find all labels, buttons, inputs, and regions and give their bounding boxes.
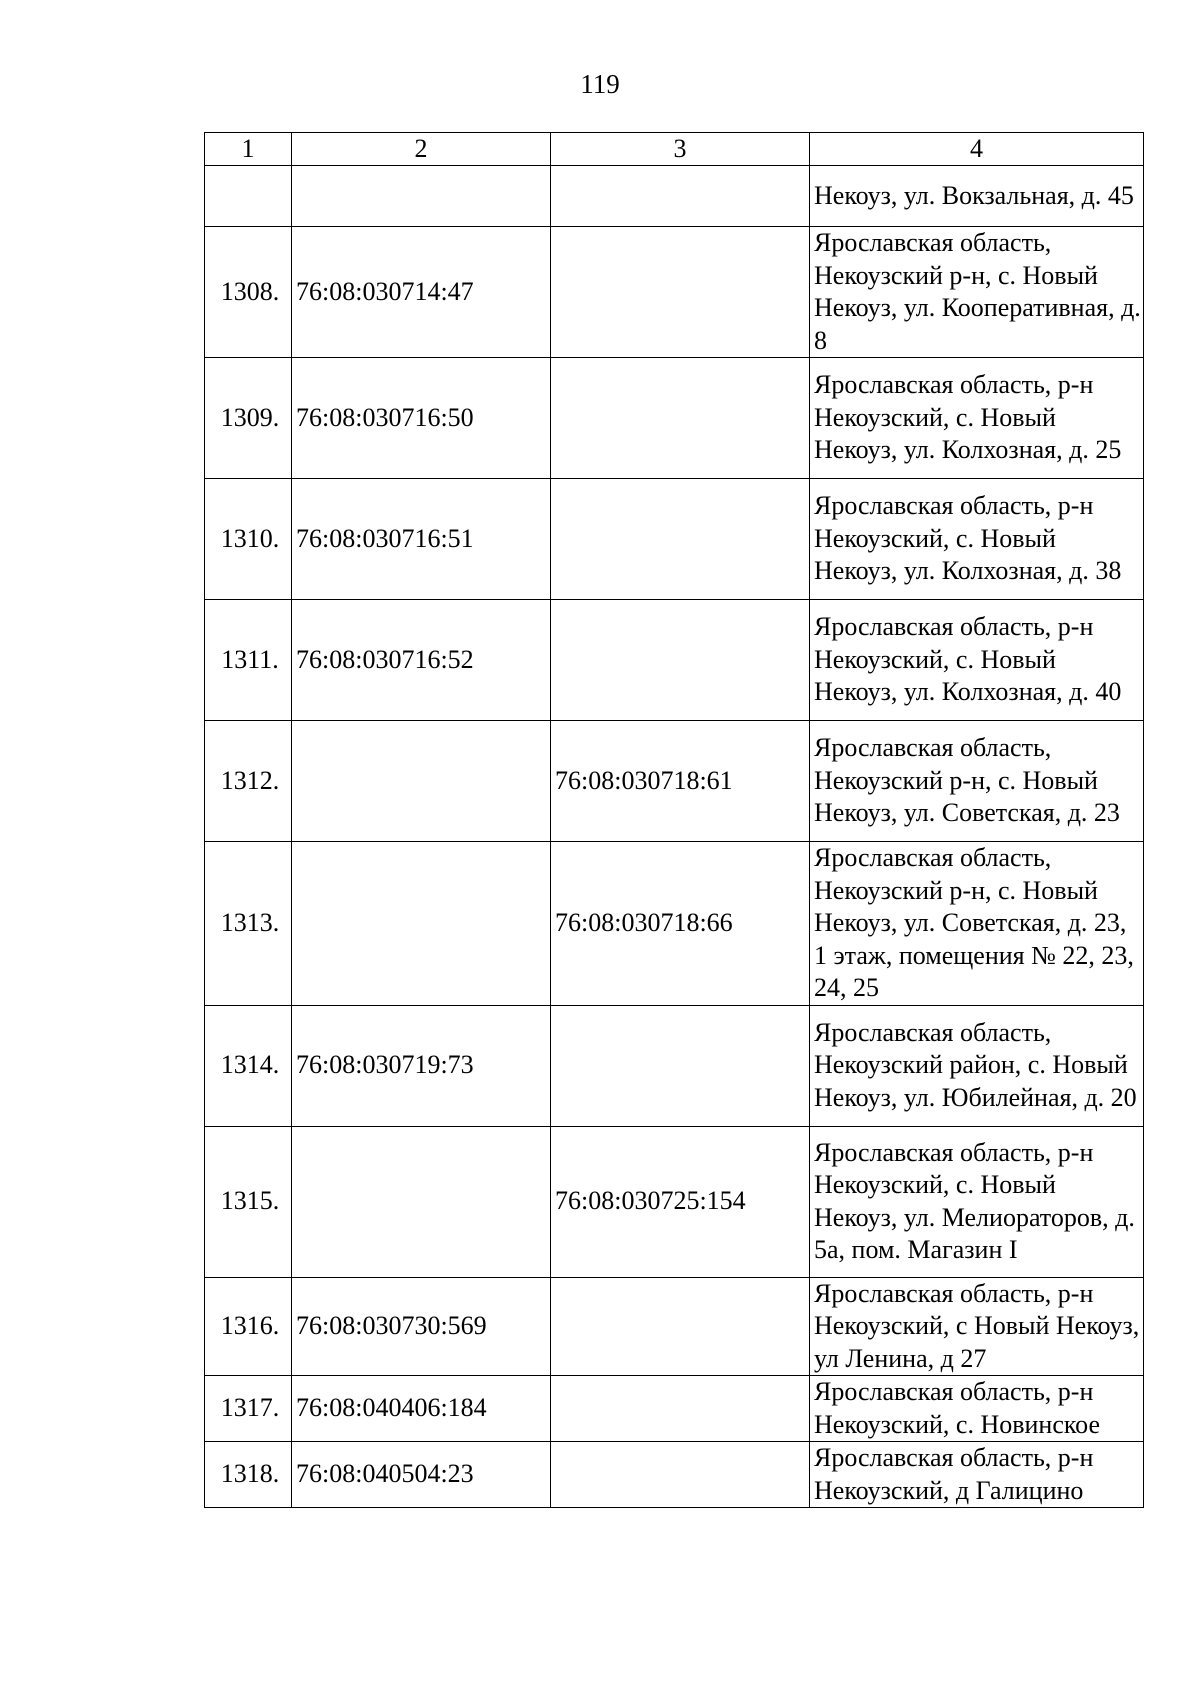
row-number-cell: 1312. — [205, 721, 292, 842]
column-2-cell — [292, 166, 551, 227]
table-row — [205, 227, 1144, 358]
row-number-cell: 1315. — [205, 1126, 292, 1277]
column-3-cell: 76:08:030725:154 — [551, 1126, 810, 1277]
row-number-cell: 1310. — [205, 479, 292, 600]
address-cell: Ярославская область, р-н Некоузский, д Галицино — [810, 1442, 1144, 1508]
address-cell: Ярославская область, Некоузский р-н, с. Новый Некоуз, ул. Кооперативная, д. 8 — [810, 227, 1144, 358]
column-3-cell — [551, 1005, 810, 1126]
address-cell: Ярославская область, р-н Некоузский, с Новый Некоуз, ул Ленина, д 27 — [810, 1277, 1144, 1376]
column-2-cell: 76:08:030730:569 — [292, 1277, 551, 1376]
column-header: 1 — [205, 133, 292, 166]
column-3-cell: 76:08:030718:66 — [551, 842, 810, 1006]
column-3-cell — [551, 1376, 810, 1442]
table-row — [205, 842, 1144, 1006]
row-number-cell: 1314. — [205, 1005, 292, 1126]
table-row — [205, 1442, 1144, 1508]
row-number-cell: 1318. — [205, 1442, 292, 1508]
column-header: 2 — [292, 133, 551, 166]
column-2-cell — [292, 842, 551, 1006]
table-header-row — [205, 133, 1144, 166]
address-cell: Ярославская область, р-н Некоузский, с. Новый Некоуз, ул. Мелиораторов, д. 5а, пом. Магазин I — [810, 1126, 1144, 1277]
table-row — [205, 358, 1144, 479]
table-row — [205, 1005, 1144, 1126]
address-cell: Ярославская область, Некоузский р-н, с. Новый Некоуз, ул. Советская, д. 23 — [810, 721, 1144, 842]
column-2-cell: 76:08:030716:52 — [292, 600, 551, 721]
row-number-cell: 1309. — [205, 358, 292, 479]
table-row — [205, 721, 1144, 842]
page-number: 119 — [580, 69, 620, 99]
table-row — [205, 1376, 1144, 1442]
table-row — [205, 600, 1144, 721]
column-2-cell: 76:08:030714:47 — [292, 227, 551, 358]
column-2-cell: 76:08:030719:73 — [292, 1005, 551, 1126]
column-3-cell — [551, 600, 810, 721]
column-3-cell: 76:08:030718:61 — [551, 721, 810, 842]
column-2-cell: 76:08:040406:184 — [292, 1376, 551, 1442]
column-2-cell: 76:08:040504:23 — [292, 1442, 551, 1508]
registry-table — [204, 132, 1144, 1508]
column-3-cell — [551, 479, 810, 600]
row-number-cell: 1316. — [205, 1277, 292, 1376]
row-number-cell: 1313. — [205, 842, 292, 1006]
column-2-cell — [292, 1126, 551, 1277]
address-cell: Ярославская область, р-н Некоузский, с. Новый Некоуз, ул. Колхозная, д. 25 — [810, 358, 1144, 479]
column-3-cell — [551, 358, 810, 479]
row-number-cell: 1308. — [205, 227, 292, 358]
table-row — [205, 1126, 1144, 1277]
column-2-cell: 76:08:030716:50 — [292, 358, 551, 479]
column-2-cell: 76:08:030716:51 — [292, 479, 551, 600]
column-3-cell — [551, 166, 810, 227]
address-cell: Ярославская область, р-н Некоузский, с. Новинское — [810, 1376, 1144, 1442]
row-number-cell — [205, 166, 292, 227]
address-cell: Ярославская область, р-н Некоузский, с. Новый Некоуз, ул. Колхозная, д. 38 — [810, 479, 1144, 600]
column-header: 3 — [551, 133, 810, 166]
column-3-cell — [551, 1277, 810, 1376]
address-cell: Некоуз, ул. Вокзальная, д. 45 — [810, 166, 1144, 227]
table-row — [205, 166, 1144, 227]
table-row — [205, 1277, 1144, 1376]
column-2-cell — [292, 721, 551, 842]
row-number-cell: 1317. — [205, 1376, 292, 1442]
address-cell: Ярославская область, р-н Некоузский, с. Новый Некоуз, ул. Колхозная, д. 40 — [810, 600, 1144, 721]
table-row — [205, 479, 1144, 600]
address-cell: Ярославская область, Некоузский район, с. Новый Некоуз, ул. Юбилейная, д. 20 — [810, 1005, 1144, 1126]
column-header: 4 — [810, 133, 1144, 166]
column-3-cell — [551, 227, 810, 358]
address-cell: Ярославская область, Некоузский р-н, с. Новый Некоуз, ул. Советская, д. 23, 1 этаж, помещения № 22, 23, 24, 25 — [810, 842, 1144, 1006]
row-number-cell: 1311. — [205, 600, 292, 721]
column-3-cell — [551, 1442, 810, 1508]
